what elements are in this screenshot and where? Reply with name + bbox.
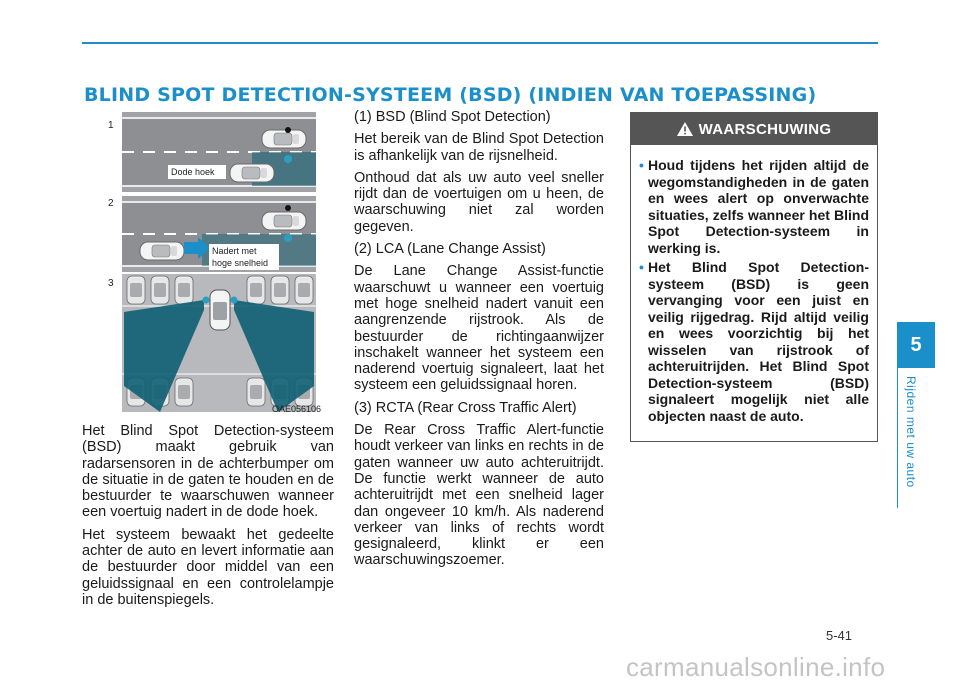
function-heading-rcta: (3) RCTA (Rear Cross Traffic Alert) — [354, 399, 577, 416]
warning-header — [631, 113, 877, 145]
function-list — [354, 109, 604, 575]
intro-paragraph: Het systeem bewaakt het gedeelte achter de auto en levert informatie aan de bestuurder door middel van een geluidssignaal en een controlelampje in de buitenspiegels. — [82, 526, 334, 608]
panel-number-1: 1 — [108, 120, 114, 131]
warning-title: WAARSCHUWING — [698, 120, 832, 138]
chapter-tab[interactable]: 5 — [897, 322, 935, 368]
header-rule — [82, 42, 878, 44]
function-heading-bsd: (1) BSD (Blind Spot Detection) — [354, 109, 551, 125]
bullet-icon: • — [639, 259, 644, 275]
panel-1-bsd — [122, 112, 316, 192]
warning-item: • Houd tijdens het rijden altijd de wegomstandigheden in de gaten en wees alert op onverwachte situaties, zelfs wanneer het Blind Spot Detection-systeem in werking is. — [639, 157, 869, 256]
callout-high-speed-line1: Nadert met — [212, 246, 257, 256]
warning-item: • Het Blind Spot Detection-systeem (BSD) is geen vervanging voor een juist en veilig rijgedrag. Rijd altijd veilig en wees voorzichtig bij het wisselen van rijstrook of achteruitrijden. Het Blind Spot Detection-systeem (BSD) signaleert mogelijk niet alle objecten naast de auto. — [639, 259, 869, 424]
chapter-label: Rijden met uw auto — [904, 376, 918, 488]
page-title: BLIND SPOT DETECTION-SYSTEEM (BSD) (INDIEN VAN TOEPASSING) — [84, 84, 817, 106]
intro-paragraph: Het Blind Spot Detection-systeem (BSD) maakt gebruik van radarsensoren in de achterbumper om de situatie in de gaten te houden en de bestuurder te waarschuwen wanneer een voertuig nadert in de dode hoek. — [82, 423, 334, 521]
warning-box — [630, 112, 878, 442]
function-text: Het bereik van de Blind Spot Detection is afhankelijk van de rijsnelheid. — [354, 131, 604, 164]
watermark: carmanualsonline.info — [626, 652, 886, 682]
bullet-icon: • — [639, 157, 644, 173]
bsd-illustration — [82, 112, 336, 416]
function-text: De Lane Change Assist-functie waarschuwt u wanneer een voertuig met hoge snelheid nadert vanuit een aangrenzende rijstrook. Als de bestuurder de richtingaanwijzer inschakelt wanneer het systeem een naderend voertuig signaleert, laat het systeem een geluidssignaal horen. — [354, 263, 604, 394]
page-number: 5-41 — [826, 628, 853, 643]
panel-3-rcta — [122, 274, 316, 412]
callout-high-speed-line2: hoge snelheid — [212, 258, 269, 268]
callout-blind-spot: Dode hoek — [171, 167, 215, 177]
intro-text — [82, 423, 334, 614]
panel-number-2: 2 — [108, 198, 114, 209]
function-heading-lca: (2) LCA (Lane Change Assist) — [354, 241, 546, 258]
function-text: De Rear Cross Traffic Alert-functie houdt verkeer van links en rechts in de gaten wanneer uw auto achteruitrijdt. De functie werkt wanneer de auto achteruitrijdt met een snelheid lager dan ongeveer 10 km/h. Als naderend verkeer van links of rechts wordt gesignaleerd, klinkt er een waarschuwingszoemer. — [354, 422, 604, 569]
bsd-diagram-svg — [82, 112, 336, 416]
warning-list — [631, 145, 877, 424]
figure-code: OAE056106 — [272, 404, 322, 414]
panel-number-3: 3 — [108, 278, 114, 289]
function-text: Onthoud dat als uw auto veel sneller rijdt dan de voertuigen om u heen, de waarschuwing niet zal worden gegeven. — [354, 169, 604, 235]
warning-triangle-icon — [677, 122, 693, 136]
chapter-rule — [897, 368, 898, 508]
